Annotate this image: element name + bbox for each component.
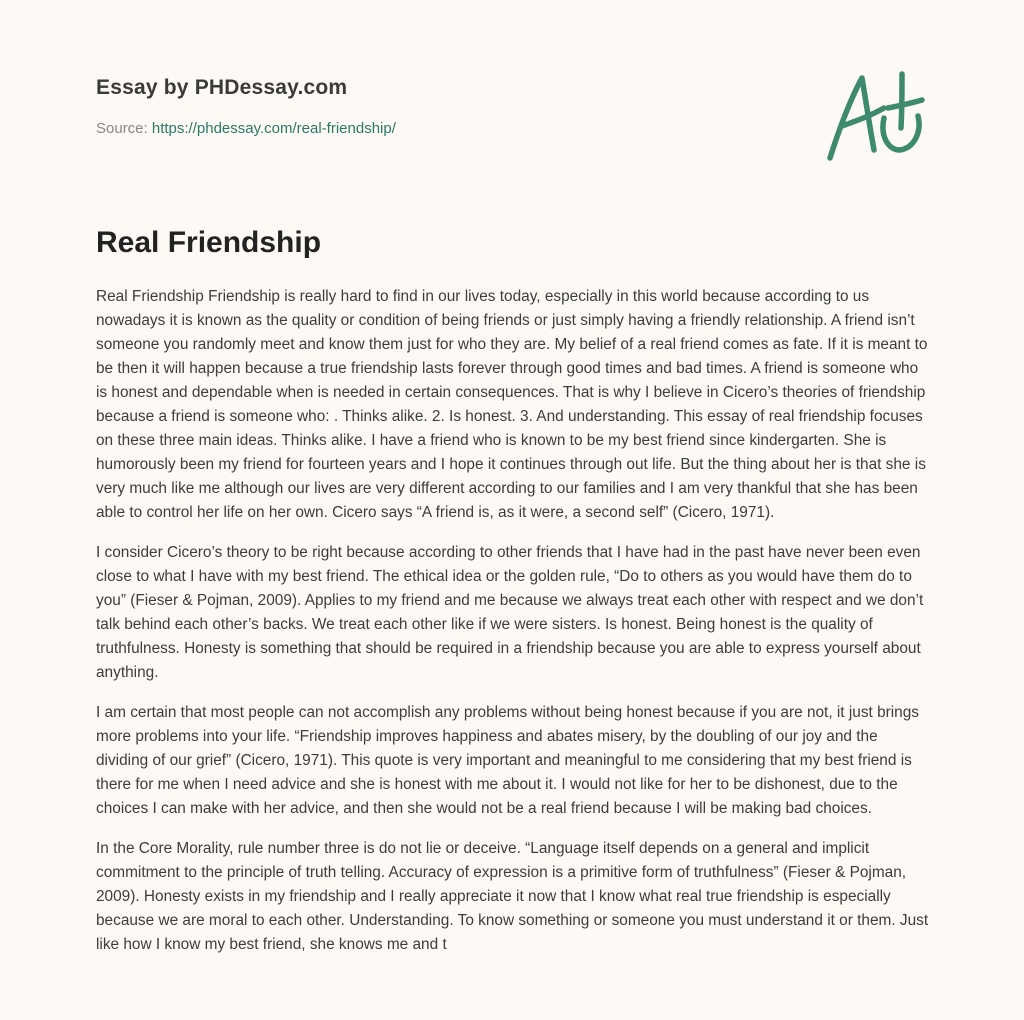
essay-title: Real Friendship bbox=[96, 226, 322, 259]
essay-paragraph: In the Core Morality, rule number three is do not lie or deceive. “Language itself depends on a general and implicit commitment to the principle of truth telling. Accuracy of expression is a primitive form of truthfulness” (Fieser & Pojman, 2009). Honesty exists in my friendship and I really appreciate it now that I know what real true friendship is especially because we are moral to each other. Understanding. To know something or someone you must understand it or them. Just like how I know my best friend, she knows me and t bbox=[96, 840, 929, 953]
site-title: Essay by PHDessay.com bbox=[96, 76, 348, 99]
a-plus-grade-icon bbox=[822, 66, 928, 164]
page-header bbox=[96, 76, 936, 137]
source-label: Source: bbox=[96, 120, 152, 137]
essay-paragraph: I consider Cicero’s theory to be right because according to other friends that I have had in the past have never been even close to what I have with my best friend. The ethical idea or the golden rule, “Do to others as you would have them do to you” (Fieser & Pojman, 2009). Applies to my friend and me because we always treat each other with respect and we don’t talk behind each other’s backs. We treat each other like if we were sisters. Is honest. Being honest is the quality of truthfulness. Honesty is something that should be required in a friendship because you are able to express yourself about anything. bbox=[96, 544, 924, 681]
source-line bbox=[96, 120, 936, 137]
essay-body bbox=[96, 285, 932, 973]
essay-paragraph: I am certain that most people can not accomplish any problems without being honest because if you are not, it just brings more problems into your life. “Friendship improves happiness and abates misery, by the doubling of our joy and the dividing of our grief” (Cicero, 1971). This quote is very important and meaningful to me considering that my best friend is there for me when I need advice and she is honest with me about it. I would not like for her to be dishonest, due to the choices I can make with her advice, and then she would not be a real friend because I will be making bad choices. bbox=[96, 704, 920, 817]
source-link[interactable]: https://phdessay.com/real-friendship/ bbox=[151, 120, 396, 137]
essay-paragraph: Real Friendship Friendship is really hard to find in our lives today, especially in this world because according to us nowadays it is known as the quality or condition of being friends or just simply having a friendly relationship. A friend isn’t someone you randomly meet and know them just for who they are. My belief of a real friend comes as fate. If it is meant to be then it will happen because a true friendship lasts forever through good times and bad times. A friend is someone who is honest and dependable when is needed in certain consequences. That is why I believe in Cicero’s theories of friendship because a friend is someone who: . Thinks alike. 2. Is honest. 3. And understanding. This essay of real friendship focuses on these three main ideas. Thinks alike. I have a friend who is known to be my best friend since kindergarten. She is humorously been my friend for fourteen years and I hope it continues through out life. But the thing about her is that she is very much like me although our lives are very different according to our families and I am very thankful that she has been able to control her life on her own. Cicero says “A friend is, as it were, a second self” (Cicero, 1971). bbox=[96, 288, 928, 521]
